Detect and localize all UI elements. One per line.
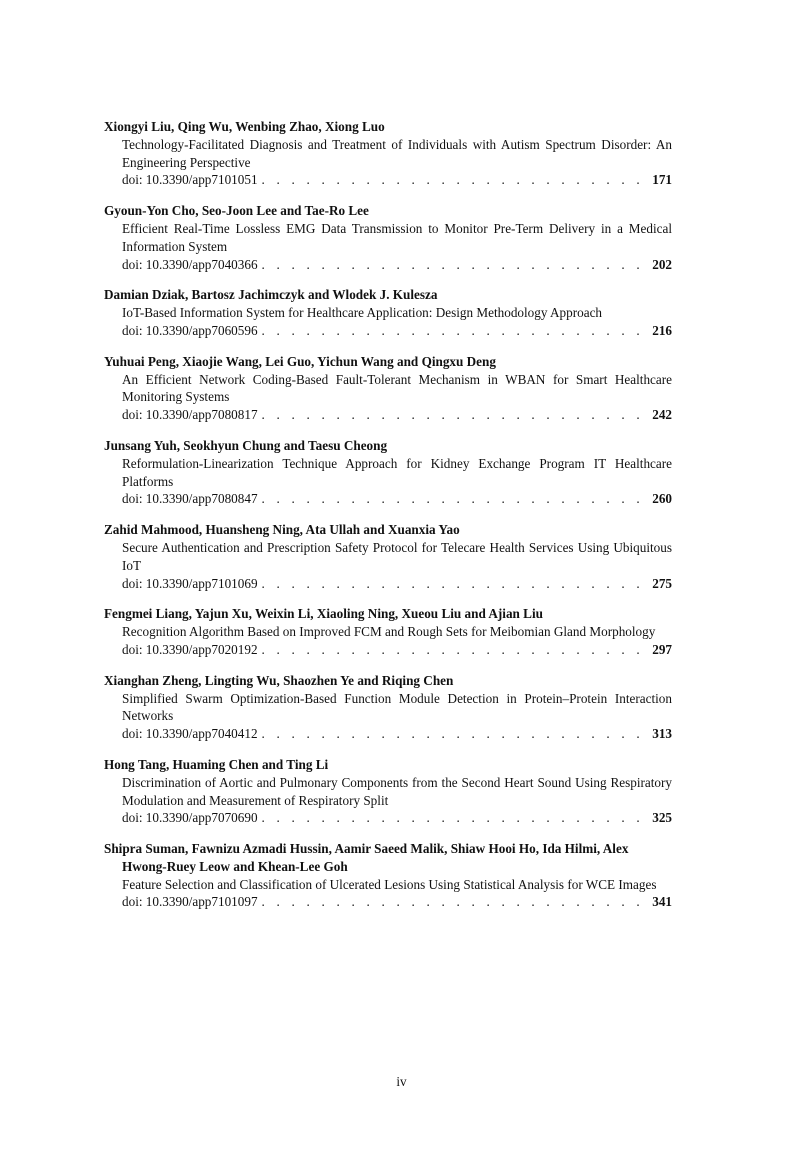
entry-authors: Gyoun-Yon Cho, Seo-Joon Lee and Tae-Ro Lee <box>104 203 369 219</box>
entry-doi[interactable]: doi: 10.3390/app7040366 <box>122 256 258 272</box>
entry-title[interactable]: Efficient Real-Time Lossless EMG Data Transmission to Monitor Pre-Term Delivery in a Medical Information System <box>122 220 672 254</box>
entry-authors: Yuhuai Peng, Xiaojie Wang, Lei Guo, Yichun Wang and Qingxu Deng <box>104 353 496 369</box>
entry-authors: Damian Dziak, Bartosz Jachimczyk and Wlodek J. Kulesza <box>104 287 438 303</box>
entry-authors: Hong Tang, Huaming Chen and Ting Li <box>104 756 329 772</box>
entry-doi-line <box>104 641 672 659</box>
entry-doi-line <box>104 406 672 424</box>
toc-entry <box>104 756 672 827</box>
entry-page-number: 341 <box>652 894 672 910</box>
entry-doi[interactable]: doi: 10.3390/app7040412 <box>122 726 258 742</box>
entry-page-number: 216 <box>652 322 672 338</box>
entry-page-number: 260 <box>652 491 672 507</box>
toc-entry <box>104 202 672 273</box>
toc-entry <box>104 672 672 743</box>
entry-title[interactable]: Discrimination of Aortic and Pulmonary Components from the Second Heart Sound Using Respiratory Modulation and Measurement of Respiratory Split <box>122 774 672 808</box>
entry-authors: Xiongyi Liu, Qing Wu, Wenbing Zhao, Xiong Luo <box>104 119 385 134</box>
entry-title[interactable]: Technology-Facilitated Diagnosis and Treatment of Individuals with Autism Spectrum Disorder: An Engineering Perspective <box>122 136 672 170</box>
dot-leader <box>262 893 649 911</box>
entry-page-number: 202 <box>652 256 672 272</box>
page-number: iv <box>396 1074 407 1089</box>
toc-entry <box>104 605 672 658</box>
dot-leader <box>262 171 649 189</box>
entry-doi[interactable]: doi: 10.3390/app7101097 <box>122 894 258 910</box>
toc-entry <box>104 840 672 911</box>
entry-title[interactable]: Simplified Swarm Optimization-Based Function Module Detection in Protein–Protein Interaction Networks <box>122 690 672 724</box>
toc-entry <box>104 353 672 424</box>
toc-entry <box>104 118 672 189</box>
entry-page-number: 325 <box>652 810 672 826</box>
entry-doi-line <box>104 171 672 189</box>
entry-page-number: 313 <box>652 726 672 742</box>
entry-doi[interactable]: doi: 10.3390/app7080847 <box>122 491 258 507</box>
entry-authors: Shipra Suman, Fawnizu Azmadi Hussin, Aamir Saeed Malik, Shiaw Hooi Ho, Ida Hilmi, Alex Hwong-Ruey Leow and Khean-Lee Goh <box>104 841 629 874</box>
entry-authors: Zahid Mahmood, Huansheng Ning, Ata Ullah and Xuanxia Yao <box>104 522 460 538</box>
entry-title[interactable]: IoT-Based Information System for Healthcare Application: Design Methodology Approach <box>122 305 603 321</box>
toc-entry <box>104 521 672 592</box>
dot-leader <box>262 256 649 274</box>
entry-title[interactable]: An Efficient Network Coding-Based Fault-Tolerant Mechanism in WBAN for Smart Healthcare Monitoring Systems <box>122 371 672 405</box>
entry-doi-line <box>104 809 672 827</box>
entry-title[interactable]: Reformulation-Linearization Technique Approach for Kidney Exchange Program IT Healthcare Platforms <box>122 455 672 489</box>
entry-doi[interactable]: doi: 10.3390/app7101069 <box>122 575 258 591</box>
entry-doi-line <box>104 725 672 743</box>
entry-doi-line <box>104 322 672 340</box>
entry-doi-line <box>104 490 672 508</box>
entry-authors: Junsang Yuh, Seokhyun Chung and Taesu Cheong <box>104 437 388 453</box>
entry-doi[interactable]: doi: 10.3390/app7020192 <box>122 641 258 657</box>
entry-page-number: 171 <box>652 172 672 188</box>
dot-leader <box>262 725 649 743</box>
table-of-contents <box>104 118 672 924</box>
entry-doi[interactable]: doi: 10.3390/app7060596 <box>122 322 258 338</box>
dot-leader <box>262 809 649 827</box>
entry-page-number: 275 <box>652 575 672 591</box>
entry-doi[interactable]: doi: 10.3390/app7101051 <box>122 172 258 188</box>
dot-leader <box>262 490 649 508</box>
entry-title[interactable]: Recognition Algorithm Based on Improved FCM and Rough Sets for Meibomian Gland Morphology <box>122 624 656 640</box>
entry-page-number: 242 <box>652 407 672 423</box>
entry-authors: Xianghan Zheng, Lingting Wu, Shaozhen Ye and Riqing Chen <box>104 672 454 688</box>
entry-doi-line <box>104 575 672 593</box>
entry-doi[interactable]: doi: 10.3390/app7070690 <box>122 810 258 826</box>
entry-page-number: 297 <box>652 641 672 657</box>
entry-doi[interactable]: doi: 10.3390/app7080817 <box>122 407 258 423</box>
entry-title[interactable]: Feature Selection and Classification of Ulcerated Lesions Using Statistical Analysis for WCE Images <box>122 876 657 892</box>
dot-leader <box>262 322 649 340</box>
toc-entry <box>104 286 672 339</box>
dot-leader <box>262 575 649 593</box>
toc-entry <box>104 437 672 508</box>
entry-doi-line <box>104 256 672 274</box>
entry-doi-line <box>104 893 672 911</box>
entry-title[interactable]: Secure Authentication and Prescription Safety Protocol for Telecare Health Services Using Ubiquitous IoT <box>122 539 672 573</box>
dot-leader <box>262 406 649 424</box>
entry-authors: Fengmei Liang, Yajun Xu, Weixin Li, Xiaoling Ning, Xueou Liu and Ajian Liu <box>104 606 543 622</box>
dot-leader <box>262 641 649 659</box>
